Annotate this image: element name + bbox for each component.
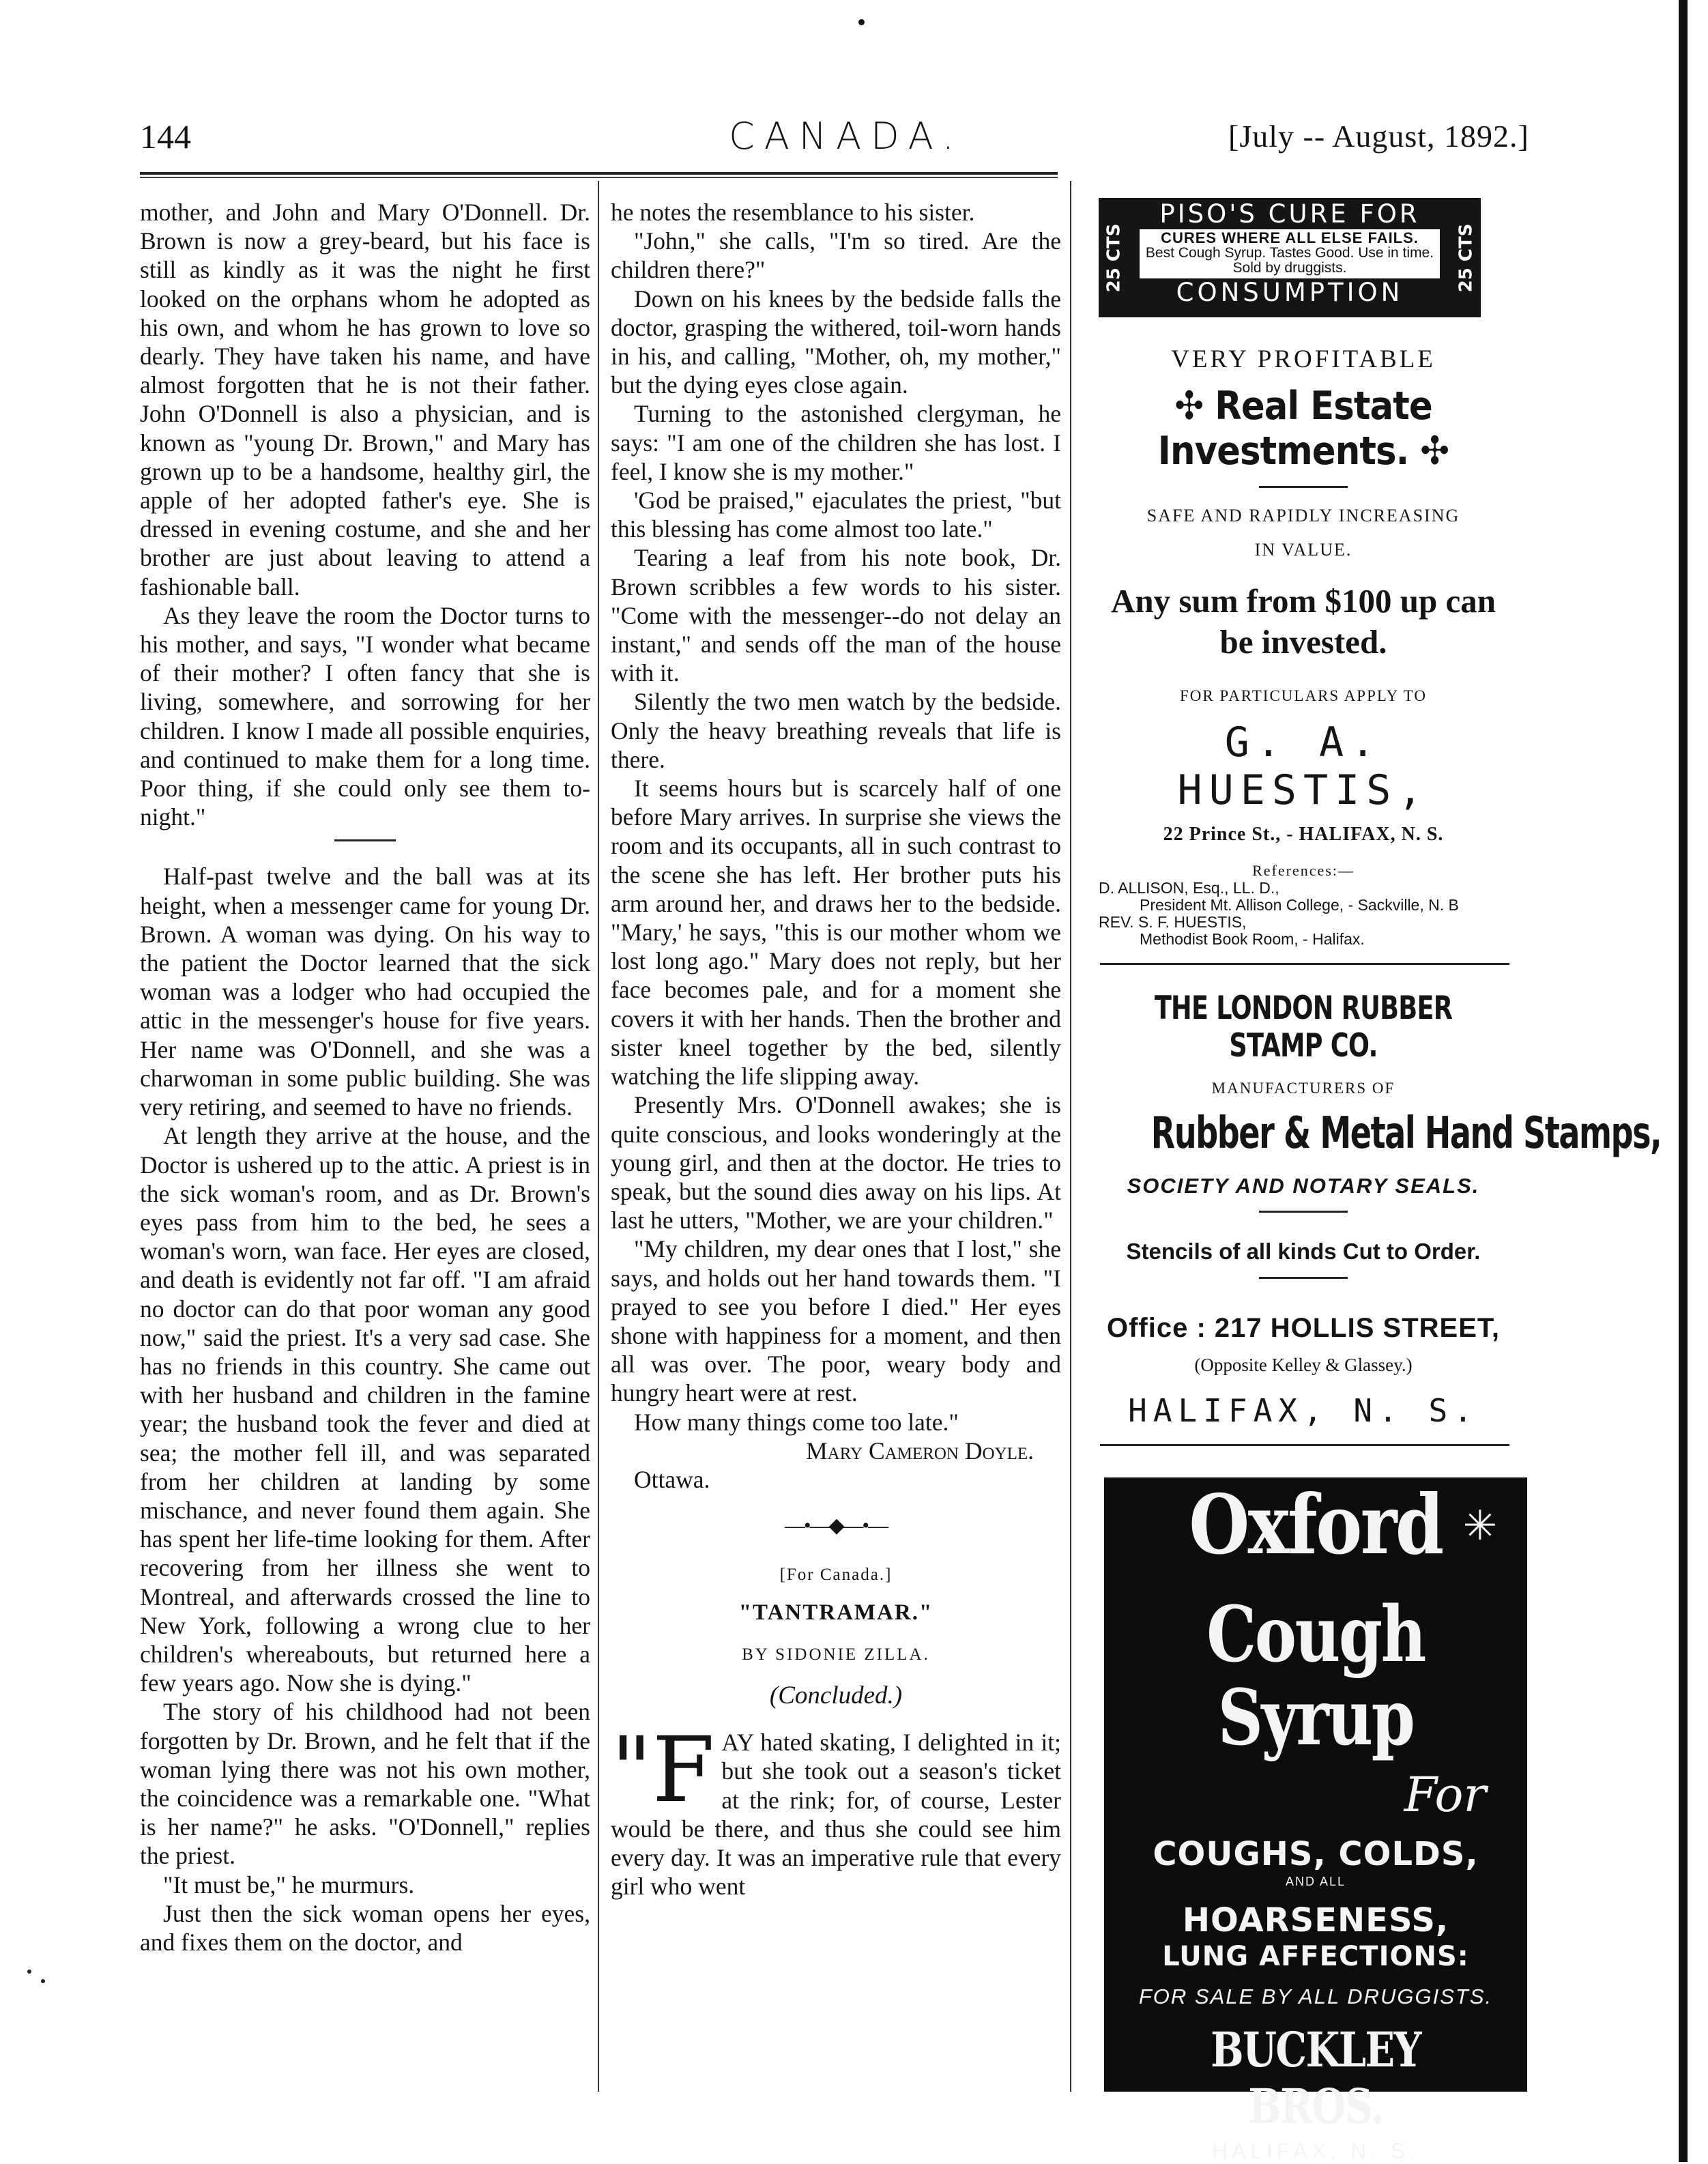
article-paragraph: Silently the two men watch by the bedside. Only the heavy breathing reveals that life is there. bbox=[611, 688, 1061, 773]
article-paragraph: It seems hours but is scarcely half of one before Mary arrives. In surprise she views the room and its occupants, all in such contrast to the scene she has left. Her brother puts his arm around her, and draws her to the bedside. "Mary,' he says, "this is our mother whom we lost long ago." Mary does not reply, but her face becomes pale, and for a moment she covers it with her hands. Then the brother and sister kneel together by the bed, silently watching the life slipping away. bbox=[611, 775, 1061, 1091]
sparkle-icon: ✳ bbox=[1462, 1503, 1497, 1548]
cross-ornament-icon: ✣ bbox=[1408, 429, 1449, 474]
masthead-title: CANADA. bbox=[729, 115, 964, 158]
lung-affections: LUNG AFFECTIONS: bbox=[1162, 1941, 1469, 1972]
article-column-1 bbox=[140, 198, 590, 1957]
drop-cap-quote: " bbox=[611, 1718, 652, 1823]
real-estate-headline bbox=[1113, 384, 1494, 474]
piso-price-right bbox=[1451, 198, 1481, 317]
page-edge-rule bbox=[1679, 0, 1688, 2162]
stencils: Stencils of all kinds Cut to Order. bbox=[1126, 1239, 1481, 1264]
manufacturers-of: MANUFACTURERS OF bbox=[1211, 1080, 1395, 1097]
drop-cap bbox=[611, 1718, 715, 1823]
article-paragraph: "It must be," he murmurs. bbox=[163, 1871, 415, 1899]
for-canada-note: [For Canada.] bbox=[779, 1566, 893, 1585]
drop-cap-letter: F bbox=[652, 1718, 715, 1823]
story-opening-paragraph bbox=[611, 1718, 1061, 1901]
header-rule bbox=[140, 172, 1058, 175]
society-seals: SOCIETY AND NOTARY SEALS. bbox=[1127, 1174, 1480, 1198]
in-value: IN VALUE. bbox=[1254, 540, 1352, 560]
issue-date: [July -- August, 1892.] bbox=[1228, 119, 1529, 154]
story-byline: BY SIDONIE ZILLA. bbox=[742, 1645, 930, 1664]
article-paragraph: Turning to the astonished clergyman, he says: "I am one of the children she has lost. I feel, I know she is my mother." bbox=[611, 400, 1061, 485]
header-rule bbox=[140, 177, 1058, 178]
article-paragraph: 'God be praised," ejaculates the priest, "but this blessing has come almost too late." bbox=[611, 487, 1061, 543]
article-paragraph: The story of his childhood had not been forgotten by Dr. Brown, and he felt that if the woman lying there was not his own mother, the coincidence was a remarkable one. "What is her name?" he asks. "O'Donnell," replies the priest. bbox=[140, 1698, 590, 1870]
maker-name: BUCKLEY BROS. bbox=[1211, 2021, 1421, 2135]
story-title: "TANTRAMAR." bbox=[738, 1600, 933, 1625]
article-paragraph: Just then the sick woman opens her eyes, and fixes them on the doctor, and bbox=[140, 1899, 590, 1956]
opposite-note: (Opposite Kelley & Glassey.) bbox=[1194, 1355, 1413, 1375]
references-heading: References:— bbox=[1252, 862, 1355, 879]
article-column-2 bbox=[611, 198, 1061, 1901]
ad-rule bbox=[1259, 486, 1348, 488]
and-all: AND ALL bbox=[1285, 1875, 1346, 1888]
very-profitable: VERY PROFITABLE bbox=[1171, 345, 1436, 373]
stamp-company: THE LONDON RUBBER STAMP CO. bbox=[1154, 990, 1453, 1065]
piso-headline: PISO'S CURE FOR bbox=[1159, 199, 1420, 229]
column-divider bbox=[598, 181, 599, 2092]
cross-ornament-icon: ✣ bbox=[1174, 384, 1215, 429]
piso-claim: CURES WHERE ALL ELSE FAILS. bbox=[1161, 229, 1419, 246]
ad-divider bbox=[1100, 1444, 1509, 1446]
section-ornament: —•—◆—•— bbox=[784, 1514, 888, 1538]
for-particulars: FOR PARTICULARS APPLY TO bbox=[1180, 687, 1427, 704]
print-speck bbox=[858, 19, 865, 25]
advertisement-column bbox=[1092, 198, 1679, 2163]
print-speck bbox=[27, 1970, 31, 1974]
rubber-stamp-ad bbox=[1092, 990, 1662, 1429]
agent-address: 22 Prince St., - HALIFAX, N. S. bbox=[1163, 824, 1444, 845]
ad-rule bbox=[1259, 1277, 1348, 1279]
piso-cure-ad bbox=[1099, 198, 1481, 317]
ad-rule bbox=[1259, 1211, 1348, 1213]
page-number: 144 bbox=[140, 117, 191, 156]
article-paragraph: "John," she calls, "I'm so tired. Are the children there?" bbox=[611, 227, 1061, 284]
reference-2-detail: Methodist Book Room, - Halifax. bbox=[1140, 930, 1365, 948]
piso-center bbox=[1133, 198, 1447, 317]
maker-city: HALIFAX, N. S. bbox=[1211, 2139, 1420, 2163]
piso-price-left bbox=[1099, 198, 1129, 317]
any-sum: Any sum from $100 up can be invested. bbox=[1110, 582, 1496, 661]
article-paragraph: Half-past twelve and the ball was at its height, when a messenger came for young Dr. Brown. A woman was dying. On his way to the patient the Doctor learned that the sick woman was a lodger who had occupied the attic in the messenger's house for five years. Her name was O'Donnell, and she was a charwoman in some public building. She was very retiring, and seemed to have no friends. bbox=[140, 863, 590, 1121]
reference-2: REV. S. F. HUESTIS, bbox=[1099, 913, 1247, 931]
author-place: Ottawa. bbox=[634, 1465, 710, 1493]
article-paragraph: Tearing a leaf from his note book, Dr. Brown scribbles a few words to his sister. "Come with the messenger--do not delay an instant," and sends off the man of the house with it. bbox=[611, 544, 1061, 687]
real-estate-ad bbox=[1092, 345, 1515, 948]
concluded-note: (Concluded.) bbox=[769, 1681, 903, 1709]
print-speck bbox=[41, 1979, 45, 1983]
article-paragraph: At length they arrive at the house, and the Doctor is ushered up to the attic. A priest is in the sick woman's room, and as Dr. Brown's eyes pass from him to the bed, he sees a woman's worn, wan face. Her eyes are closed, and death is evidently not far off. "I am afraid no doctor can do that poor woman any good now," said the priest. It's a very sad case. She has no friends in this country. She came out with her husband and children in the famine year; the husband took the fever and died at sea; the mother fell ill, and was separated from her children at landing by some mischance, and never found them again. She has spent her life-time looking for them. After recovering from her illness she went to Montreal, and afterwards crossed the line to New York, following a wrong clue to her children's whereabouts, but returned here a few years ago. Now she is dying." bbox=[140, 1122, 590, 1697]
oxford-title: Oxford bbox=[1189, 1477, 1443, 1573]
article-paragraph: mother, and John and Mary O'Donnell. Dr. Brown is now a grey-beard, but his face is still as kindly as it was the night he first looked on the orphans whom he adopted as his own, and whom he has grown to love so dearly. They have taken his name, and have almost forgotten that he is not their father. John O'Donnell is also a physician, and is known as "young Dr. Brown," and Mary has grown up to be a handsome, healthy girl, the apple of her adopted father's eye. She is dressed in evening costume, and she and her brother are just about leaving to attend a fashionable ball. bbox=[140, 199, 590, 601]
piso-inner-box bbox=[1140, 229, 1440, 278]
section-break-rule bbox=[334, 839, 396, 841]
hoarseness: HOARSENESS, bbox=[1182, 1901, 1449, 1939]
piso-price-right-text: 25 CTS bbox=[1456, 223, 1476, 292]
story-text: AY hated skating, I delighted in it; but she took out a season's ticket at the rink; for, of course, Lester would be there, and thus she could see him every day. It was an imperative rule that every girl who went bbox=[611, 1729, 1061, 1901]
cough-syrup-title: Cough Syrup bbox=[1206, 1590, 1425, 1763]
stamp-product: Rubber & Metal Hand Stamps, bbox=[1150, 1108, 1662, 1159]
article-paragraph: Down on his knees by the bedside falls the doctor, grasping the withered, toil-worn hands in his, and calling, "Mother, oh, my mother," but the dying eyes close again. bbox=[611, 285, 1061, 399]
article-paragraph: Presently Mrs. O'Donnell awakes; she is quite conscious, and looks wonderingly at the young girl, and then at the doctor. He tries to speak, but the sound dies away on his lips. At last he utters, "Mother, we are your children." bbox=[611, 1091, 1061, 1235]
column-divider bbox=[1070, 181, 1071, 2092]
article-paragraph: he notes the resemblance to his sister. bbox=[611, 199, 975, 226]
article-paragraph: "My children, my dear ones that I lost," she says, and holds out her hand towards them. "I prayed to see you before I died." Her eyes shone with happiness for a moment, and then all was over. The poor, weary body and hungry heart were at rest. bbox=[611, 1235, 1061, 1407]
ad-divider bbox=[1100, 963, 1509, 965]
oxford-cough-syrup-ad bbox=[1104, 1477, 1527, 2163]
agent-name: G. A. HUESTIS, bbox=[1177, 719, 1430, 814]
real-estate-headline-text: Real Estate Investments. bbox=[1157, 384, 1432, 474]
safe-increasing: SAFE AND RAPIDLY INCREASING bbox=[1146, 506, 1460, 525]
piso-price-left-text: 25 CTS bbox=[1103, 223, 1124, 292]
for-word: For bbox=[1404, 1767, 1486, 1823]
article-paragraph: As they leave the room the Doctor turns to his mother, and says, "I wonder what became of their mother? I often fancy that she is living, somewhere, and sorrowing for her children. I know I made all possible enquiries, and continued to make them for a long time. Poor thing, if she could only see them to-night." bbox=[140, 601, 590, 831]
office-address: Office : 217 HOLLIS STREET, bbox=[1106, 1313, 1500, 1343]
coughs-colds: COUGHS, COLDS, bbox=[1153, 1835, 1479, 1873]
reference-1-detail: President Mt. Allison College, - Sackville, N. B bbox=[1140, 896, 1459, 914]
references-list bbox=[1099, 880, 1515, 948]
reference-1: D. ALLISON, Esq., LL. D., bbox=[1099, 879, 1279, 897]
for-sale: FOR SALE BY ALL DRUGGISTS. bbox=[1138, 1985, 1493, 2008]
piso-tagline: Best Cough Syrup. Tastes Good. Use in time. Sold by druggists. bbox=[1145, 245, 1434, 276]
stamp-city: HALIFAX, N. S. bbox=[1128, 1392, 1479, 1429]
author-signature: Mary Cameron Doyle. bbox=[806, 1437, 1034, 1465]
piso-consumption: CONSUMPTION bbox=[1176, 278, 1404, 307]
article-paragraph: How many things come too late." bbox=[634, 1408, 959, 1436]
